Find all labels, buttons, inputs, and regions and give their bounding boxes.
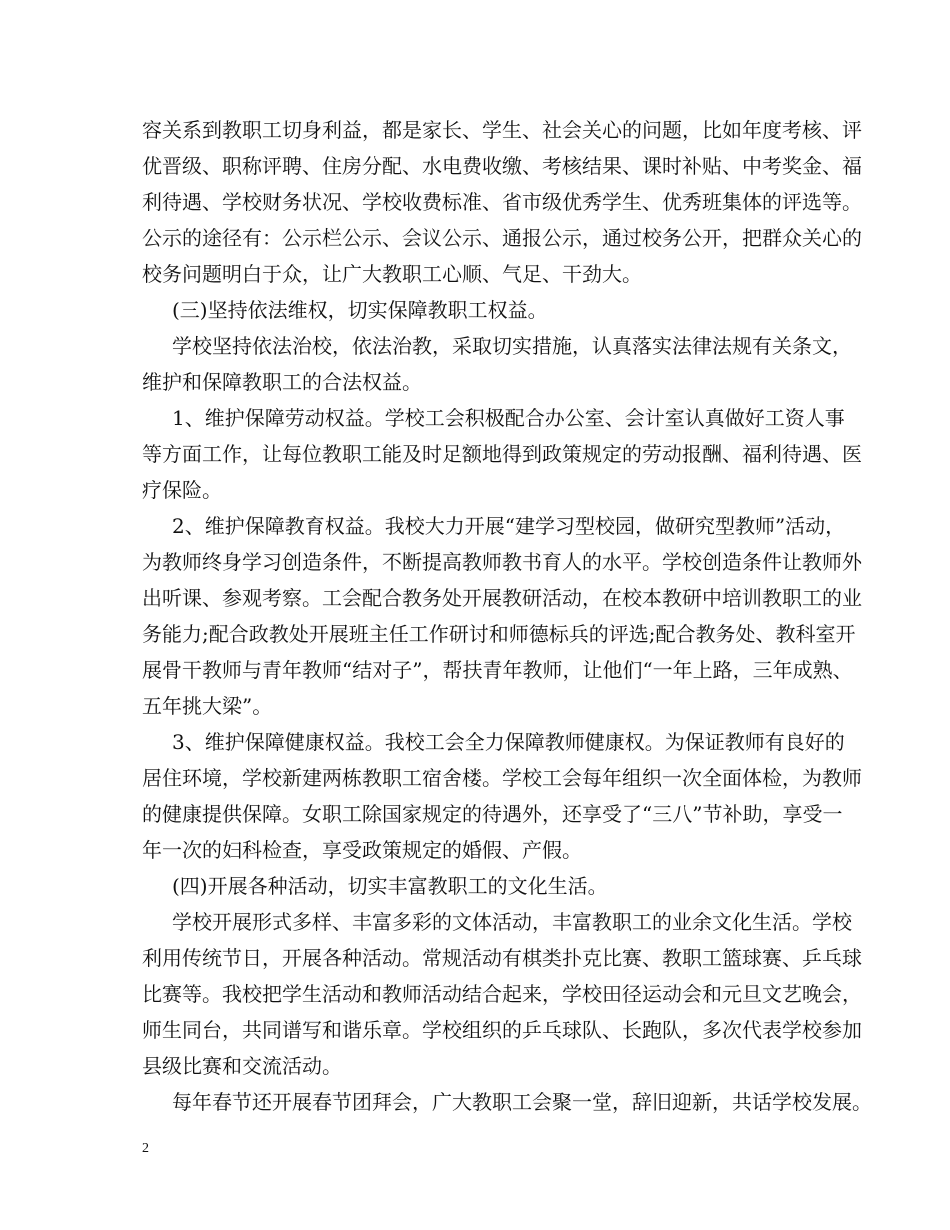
text-line: 校务问题明白于众，让广大教职工心顺、气足、干劲大。 <box>142 262 642 286</box>
text-line: 1、维护保障劳动权益。学校工会积极配合办公室、会计室认真做好工资人事 <box>172 406 845 430</box>
section-heading: (三)坚持依法维权，切实保障教职工权益。 <box>172 298 548 322</box>
text-line: 五年挑大梁”。 <box>142 694 273 718</box>
text-line: 为教师终身学习创造条件，不断提高教师教书育人的水平。学校创造条件让教师外 <box>142 550 862 574</box>
text-line: 维护和保障教职工的合法权益。 <box>142 370 422 394</box>
text-line: 3、维护保障健康权益。我校工会全力保障教师健康权。为保证教师有良好的 <box>172 730 845 754</box>
text-line: 2、维护保障教育权益。我校大力开展“建学习型校园，做研究型教师”活动， <box>172 514 846 538</box>
text-line: 每年春节还开展春节团拜会，广大教职工会聚一堂，辞旧迎新，共话学校发展。 <box>172 1090 872 1114</box>
text-line: 县级比赛和交流活动。 <box>142 1054 342 1078</box>
text-line: 务能力;配合政教处开展班主任工作研讨和师德标兵的评选;配合教务处、教科室开 <box>142 622 856 646</box>
text-line: 比赛等。我校把学生活动和教师活动结合起来，学校田径运动会和元旦文艺晚会， <box>142 982 862 1006</box>
text-line: 展骨干教师与青年教师“结对子”，帮扶青年教师，让他们“一年上路，三年成熟、 <box>142 658 853 682</box>
text-line: 利用传统节日，开展各种活动。常规活动有棋类扑克比赛、教职工篮球赛、乒乓球 <box>142 946 862 970</box>
text-line: 优晋级、职称评聘、住房分配、水电费收缴、考核结果、课时补贴、中考奖金、福 <box>142 154 862 178</box>
text-line: 疗保险。 <box>142 478 222 502</box>
text-line: 师生同台，共同谱写和谐乐章。学校组织的乒乓球队、长跑队，多次代表学校参加 <box>142 1018 862 1042</box>
text-line: 学校坚持依法治校，依法治教，采取切实措施，认真落实法律法规有关条文， <box>172 334 852 358</box>
text-line: 学校开展形式多样、丰富多彩的文体活动，丰富教职工的业余文化生活。学校 <box>172 910 852 934</box>
text-line: 出听课、参观考察。工会配合教务处开展教研活动，在校本教研中培训教职工的业 <box>142 586 862 610</box>
text-line: 的健康提供保障。女职工除国家规定的待遇外，还享受了“三八”节补助，享受一 <box>142 802 843 826</box>
page-number: 2 <box>142 1141 149 1156</box>
text-line: 利待遇、学校财务状况、学校收费标准、省市级优秀学生、优秀班集体的评选等。 <box>142 190 862 214</box>
text-line: 居住环境，学校新建两栋教职工宿舍楼。学校工会每年组织一次全面体检，为教师 <box>142 766 862 790</box>
text-line: 容关系到教职工切身利益，都是家长、学生、社会关心的问题，比如年度考核、评 <box>142 118 862 142</box>
text-line: 等方面工作，让每位教职工能及时足额地得到政策规定的劳动报酬、福利待遇、医 <box>142 442 862 466</box>
text-line: 公示的途径有：公示栏公示、会议公示、通报公示，通过校务公开，把群众关心的 <box>142 226 862 250</box>
text-line: 年一次的妇科检查，享受政策规定的婚假、产假。 <box>142 838 582 862</box>
section-heading: (四)开展各种活动，切实丰富教职工的文化生活。 <box>172 874 608 898</box>
